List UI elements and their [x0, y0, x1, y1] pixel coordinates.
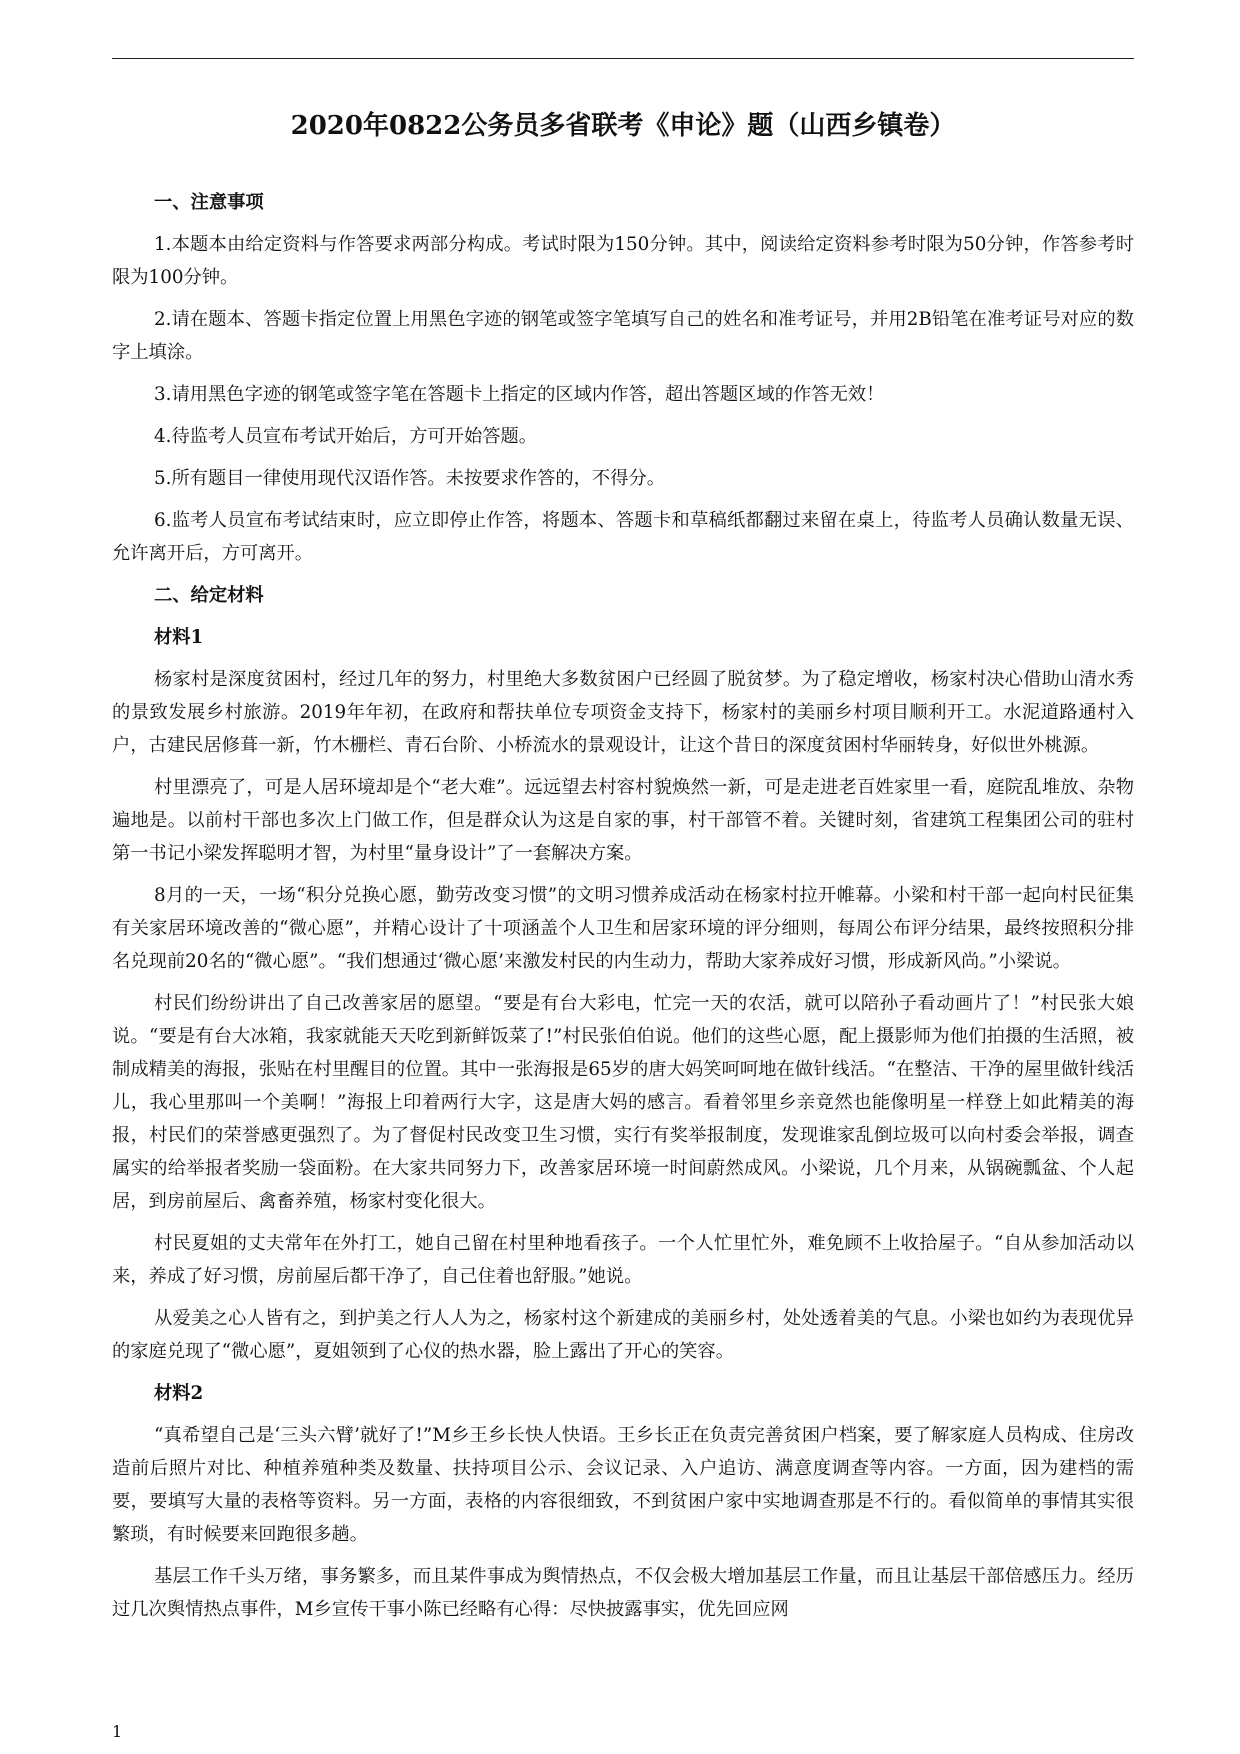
paragraph: 村民夏姐的丈夫常年在外打工，她自己留在村里种地看孩子。一个人忙里忙外，难免顾不上收拾屋子。“自从参加活动以来，养成了好习惯，房前屋后都干净了，自己住着也舒服。”她说。	[112, 1233, 1134, 1287]
paragraph: 3.请用黑色字迹的钢笔或签字笔在答题卡上指定的区域内作答，超出答题区域的作答无效！	[154, 384, 885, 405]
section-heading: 二、给定材料	[154, 585, 264, 606]
paragraph: “真希望自己是‘三头六臂’就好了!”M乡王乡长快人快语。王乡长正在负责完善贫困户档案，要了解家庭人员构成、住房改造前后照片对比、种植养殖种类及数量、扶持项目公示、会议记录、入户追访、满意度调查等内容。一方面，因为建档的需要，要填写大量的表格等资料。另一方面，表格的内容很细致，不到贫困户家中实地调查那是不行的。看似简单的事情其实很繁琐，有时候要来回跑很多趟。	[112, 1425, 1134, 1545]
paragraph: 6.监考人员宣布考试结束时，应立即停止作答，将题本、答题卡和草稿纸都翻过来留在桌上，待监考人员确认数量无误、允许离开后，方可离开。	[112, 510, 1134, 564]
section-heading: 材料1	[154, 627, 204, 648]
paragraph: 村里漂亮了，可是人居环境却是个“老大难”。远远望去村容村貌焕然一新，可是走进老百姓家里一看，庭院乱堆放、杂物遍地是。以前村干部也多次上门做工作，但是群众认为这是自家的事，村干部管不着。关键时刻，省建筑工程集团公司的驻村第一书记小梁发挥聪明才智，为村里“量身设计”了一套解决方案。	[112, 777, 1134, 864]
page-title: 2020年0822公务员多省联考《申论》题（山西乡镇卷）	[290, 111, 956, 141]
paragraph: 基层工作千头万绪，事务繁多，而且某件事成为舆情热点，不仅会极大增加基层工作量，而且让基层干部倍感压力。经历过几次舆情热点事件，M乡宣传干事小陈已经略有心得：尽快披露事实，优先回应网	[112, 1566, 1134, 1620]
paragraph: 5.所有题目一律使用现代汉语作答。未按要求作答的，不得分。	[154, 468, 666, 489]
paragraph: 杨家村是深度贫困村，经过几年的努力，村里绝大多数贫困户已经圆了脱贫梦。为了稳定增收，杨家村决心借助山清水秀的景致发展乡村旅游。2019年年初，在政府和帮扶单位专项资金支持下，杨家村的美丽乡村项目顺利开工。水泥道路通村入户，古建民居修葺一新，竹木栅栏、青石台阶、小桥流水的景观设计，让这个昔日的深度贫困村华丽转身，好似世外桃源。	[112, 669, 1134, 756]
section-heading: 材料2	[154, 1383, 204, 1404]
section-heading: 一、注意事项	[154, 192, 264, 213]
paragraph: 4.待监考人员宣布考试开始后，方可开始答题。	[154, 426, 538, 447]
paragraph: 8月的一天，一场“积分兑换心愿，勤劳改变习惯”的文明习惯养成活动在杨家村拉开帷幕。小梁和村干部一起向村民征集有关家居环境改善的“微心愿”，并精心设计了十项涵盖个人卫生和居家环境的评分细则，每周公布评分结果，最终按照积分排名兑现前20名的“微心愿”。“我们想通过‘微心愿’来激发村民的内生动力，帮助大家养成好习惯，形成新风尚。”小梁说。	[112, 885, 1134, 972]
paragraph: 村民们纷纷讲出了自己改善家居的愿望。“要是有台大彩电，忙完一天的农活，就可以陪孙子看动画片了！”村民张大娘说。“要是有台大冰箱，我家就能天天吃到新鲜饭菜了!”村民张伯伯说。他们的这些心愿，配上摄影师为他们拍摄的生活照，被制成精美的海报，张贴在村里醒目的位置。其中一张海报是65岁的唐大妈笑呵呵地在做针线活。“在整洁、干净的屋里做针线活儿，我心里那叫一个美啊！”海报上印着两行大字，这是唐大妈的感言。看着邻里乡亲竟然也能像明星一样登上如此精美的海报，村民们的荣誉感更强烈了。为了督促村民改变卫生习惯，实行有奖举报制度，发现谁家乱倒垃圾可以向村委会举报，调查属实的给举报者奖励一袋面粉。在大家共同努力下，改善家居环境一时间蔚然成风。小梁说，几个月来，从锅碗瓢盆、个人起居，到房前屋后、禽畜养殖，杨家村变化很大。	[112, 993, 1134, 1212]
header-rule	[112, 58, 1134, 59]
page-number: 1	[112, 1722, 123, 1741]
paragraph: 从爱美之心人皆有之，到护美之行人人为之，杨家村这个新建成的美丽乡村，处处透着美的气息。小梁也如约为表现优异的家庭兑现了“微心愿”，夏姐领到了心仪的热水器，脸上露出了开心的笑容。	[112, 1308, 1134, 1362]
document-body	[112, 186, 1134, 1635]
paragraph: 1.本题本由给定资料与作答要求两部分构成。考试时限为150分钟。其中，阅读给定资料参考时限为50分钟，作答参考时限为100分钟。	[112, 234, 1134, 288]
paragraph: 2.请在题本、答题卡指定位置上用黑色字迹的钢笔或签字笔填写自己的姓名和准考证号，并用2B铅笔在准考证号对应的数字上填涂。	[112, 309, 1134, 363]
